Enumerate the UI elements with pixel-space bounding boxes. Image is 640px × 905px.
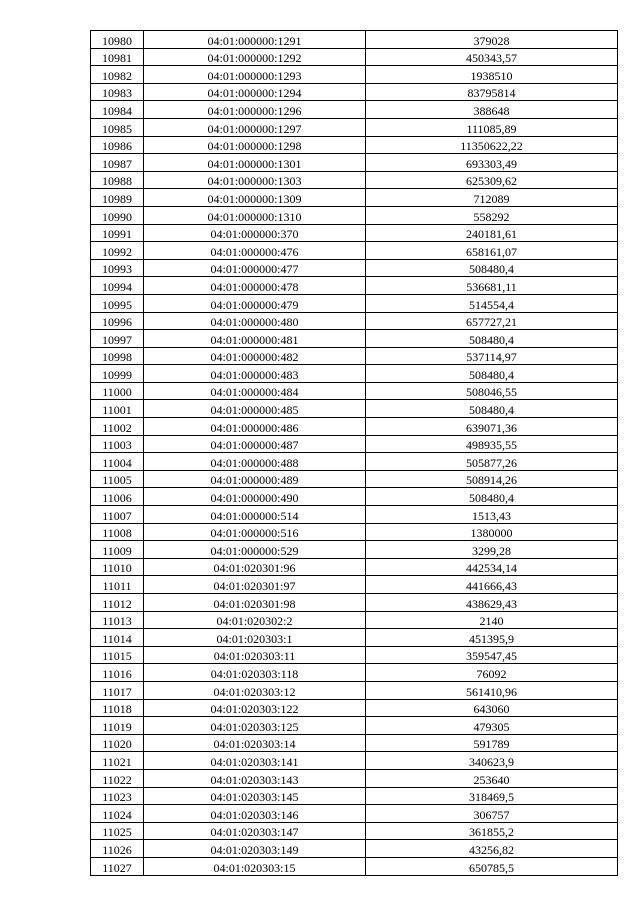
cadastral-value-cell: 438629,43 (366, 594, 618, 612)
cadastral-value-cell: 240181,61 (366, 224, 618, 242)
row-number-cell: 11001 (91, 400, 144, 418)
row-number-cell: 11000 (91, 382, 144, 400)
cadastral-number-cell: 04:01:020302:2 (144, 611, 366, 629)
table-row (91, 506, 618, 524)
table-row (91, 83, 618, 101)
cadastral-value-cell: 508480,4 (366, 400, 618, 418)
cadastral-number-cell: 04:01:020303:1 (144, 629, 366, 647)
table-row (91, 523, 618, 541)
cadastral-number-cell: 04:01:000000:1303 (144, 171, 366, 189)
table-row (91, 136, 618, 154)
table-row (91, 558, 618, 576)
cadastral-number-cell: 04:01:000000:514 (144, 506, 366, 524)
cadastral-value-cell: 2140 (366, 611, 618, 629)
table-row (91, 101, 618, 119)
cadastral-value-cell: 318469,5 (366, 787, 618, 805)
row-number-cell: 11010 (91, 558, 144, 576)
cadastral-value-table (90, 30, 618, 876)
row-number-cell: 10997 (91, 330, 144, 348)
cadastral-number-cell: 04:01:020303:118 (144, 664, 366, 682)
cadastral-value-cell: 359547,45 (366, 646, 618, 664)
cadastral-number-cell: 04:01:000000:478 (144, 277, 366, 295)
cadastral-value-cell: 388648 (366, 101, 618, 119)
table-row (91, 118, 618, 136)
row-number-cell: 10990 (91, 206, 144, 224)
row-number-cell: 11005 (91, 470, 144, 488)
table-row (91, 259, 618, 277)
table-row (91, 31, 618, 49)
table-row (91, 312, 618, 330)
cadastral-number-cell: 04:01:020301:97 (144, 576, 366, 594)
table-row (91, 752, 618, 770)
cadastral-number-cell: 04:01:020301:96 (144, 558, 366, 576)
cadastral-value-cell: 558292 (366, 206, 618, 224)
cadastral-number-cell: 04:01:000000:1293 (144, 66, 366, 84)
table-row (91, 594, 618, 612)
cadastral-value-cell: 508046,55 (366, 382, 618, 400)
row-number-cell: 11023 (91, 787, 144, 805)
cadastral-number-cell: 04:01:000000:486 (144, 418, 366, 436)
row-number-cell: 10996 (91, 312, 144, 330)
cadastral-number-cell: 04:01:020303:146 (144, 805, 366, 823)
cadastral-value-cell: 508480,4 (366, 365, 618, 383)
table-row (91, 611, 618, 629)
cadastral-number-cell: 04:01:000000:1301 (144, 154, 366, 172)
cadastral-number-cell: 04:01:000000:485 (144, 400, 366, 418)
cadastral-value-cell: 450343,57 (366, 48, 618, 66)
row-number-cell: 11018 (91, 699, 144, 717)
cadastral-value-cell: 505877,26 (366, 453, 618, 471)
table-row (91, 717, 618, 735)
row-number-cell: 10991 (91, 224, 144, 242)
cadastral-number-cell: 04:01:020303:145 (144, 787, 366, 805)
cadastral-value-cell: 441666,43 (366, 576, 618, 594)
cadastral-value-cell: 451395,9 (366, 629, 618, 647)
cadastral-value-cell: 508914,26 (366, 470, 618, 488)
row-number-cell: 11014 (91, 629, 144, 647)
row-number-cell: 11012 (91, 594, 144, 612)
cadastral-value-cell: 253640 (366, 769, 618, 787)
table-row (91, 224, 618, 242)
cadastral-number-cell: 04:01:000000:489 (144, 470, 366, 488)
cadastral-value-cell: 479305 (366, 717, 618, 735)
table-row (91, 154, 618, 172)
row-number-cell: 11015 (91, 646, 144, 664)
cadastral-number-cell: 04:01:000000:483 (144, 365, 366, 383)
table-row (91, 66, 618, 84)
table-row (91, 787, 618, 805)
table-row (91, 171, 618, 189)
table-row (91, 418, 618, 436)
table-row (91, 189, 618, 207)
row-number-cell: 10989 (91, 189, 144, 207)
table-row (91, 629, 618, 647)
table-row (91, 330, 618, 348)
cadastral-number-cell: 04:01:020303:141 (144, 752, 366, 770)
cadastral-value-cell: 83795814 (366, 83, 618, 101)
cadastral-value-cell: 76092 (366, 664, 618, 682)
cadastral-value-cell: 498935,55 (366, 435, 618, 453)
table-row (91, 576, 618, 594)
cadastral-number-cell: 04:01:020303:122 (144, 699, 366, 717)
row-number-cell: 10992 (91, 242, 144, 260)
cadastral-number-cell: 04:01:020303:149 (144, 840, 366, 858)
row-number-cell: 11022 (91, 769, 144, 787)
cadastral-value-cell: 639071,36 (366, 418, 618, 436)
cadastral-number-cell: 04:01:020303:14 (144, 734, 366, 752)
cadastral-value-cell: 508480,4 (366, 488, 618, 506)
table-row (91, 488, 618, 506)
cadastral-number-cell: 04:01:000000:490 (144, 488, 366, 506)
row-number-cell: 11026 (91, 840, 144, 858)
cadastral-number-cell: 04:01:000000:1298 (144, 136, 366, 154)
row-number-cell: 11009 (91, 541, 144, 559)
cadastral-value-cell: 1380000 (366, 523, 618, 541)
cadastral-value-cell: 657727,21 (366, 312, 618, 330)
cadastral-value-cell: 1513,43 (366, 506, 618, 524)
cadastral-value-cell: 650785,5 (366, 857, 618, 875)
table-row (91, 242, 618, 260)
table-row (91, 734, 618, 752)
cadastral-number-cell: 04:01:000000:1296 (144, 101, 366, 119)
table-row (91, 206, 618, 224)
cadastral-value-cell: 111085,89 (366, 118, 618, 136)
cadastral-number-cell: 04:01:000000:1310 (144, 206, 366, 224)
table-row (91, 646, 618, 664)
cadastral-number-cell: 04:01:020303:11 (144, 646, 366, 664)
row-number-cell: 10981 (91, 48, 144, 66)
table-row (91, 382, 618, 400)
table-row (91, 347, 618, 365)
row-number-cell: 11006 (91, 488, 144, 506)
table-row (91, 840, 618, 858)
table-row (91, 805, 618, 823)
cadastral-number-cell: 04:01:020303:147 (144, 822, 366, 840)
cadastral-number-cell: 04:01:020303:12 (144, 681, 366, 699)
table-row (91, 453, 618, 471)
cadastral-number-cell: 04:01:000000:476 (144, 242, 366, 260)
cadastral-number-cell: 04:01:020303:125 (144, 717, 366, 735)
table-row (91, 365, 618, 383)
cadastral-number-cell: 04:01:000000:1291 (144, 31, 366, 49)
cadastral-value-cell: 361855,2 (366, 822, 618, 840)
cadastral-value-cell: 340623,9 (366, 752, 618, 770)
row-number-cell: 11016 (91, 664, 144, 682)
cadastral-number-cell: 04:01:000000:1297 (144, 118, 366, 136)
cadastral-value-cell: 658161,07 (366, 242, 618, 260)
table-row (91, 681, 618, 699)
row-number-cell: 10983 (91, 83, 144, 101)
row-number-cell: 11024 (91, 805, 144, 823)
cadastral-number-cell: 04:01:000000:1292 (144, 48, 366, 66)
cadastral-number-cell: 04:01:000000:481 (144, 330, 366, 348)
cadastral-value-cell: 514554,4 (366, 294, 618, 312)
row-number-cell: 11017 (91, 681, 144, 699)
table-row (91, 277, 618, 295)
cadastral-value-cell: 643060 (366, 699, 618, 717)
cadastral-number-cell: 04:01:020303:143 (144, 769, 366, 787)
row-number-cell: 11025 (91, 822, 144, 840)
cadastral-value-cell: 561410,96 (366, 681, 618, 699)
table-row (91, 822, 618, 840)
row-number-cell: 11027 (91, 857, 144, 875)
row-number-cell: 10999 (91, 365, 144, 383)
table-row (91, 541, 618, 559)
table-row (91, 435, 618, 453)
row-number-cell: 10993 (91, 259, 144, 277)
table-row (91, 470, 618, 488)
cadastral-number-cell: 04:01:000000:482 (144, 347, 366, 365)
row-number-cell: 11003 (91, 435, 144, 453)
table-row (91, 48, 618, 66)
cadastral-number-cell: 04:01:000000:487 (144, 435, 366, 453)
row-number-cell: 10980 (91, 31, 144, 49)
row-number-cell: 11004 (91, 453, 144, 471)
cadastral-number-cell: 04:01:000000:1294 (144, 83, 366, 101)
cadastral-value-cell: 712089 (366, 189, 618, 207)
cadastral-number-cell: 04:01:000000:479 (144, 294, 366, 312)
table-row (91, 294, 618, 312)
cadastral-value-cell: 508480,4 (366, 330, 618, 348)
row-number-cell: 10987 (91, 154, 144, 172)
cadastral-value-cell: 306757 (366, 805, 618, 823)
row-number-cell: 11021 (91, 752, 144, 770)
cadastral-number-cell: 04:01:000000:516 (144, 523, 366, 541)
cadastral-value-cell: 536681,11 (366, 277, 618, 295)
row-number-cell: 11007 (91, 506, 144, 524)
row-number-cell: 11011 (91, 576, 144, 594)
cadastral-number-cell: 04:01:000000:477 (144, 259, 366, 277)
cadastral-number-cell: 04:01:000000:529 (144, 541, 366, 559)
row-number-cell: 11002 (91, 418, 144, 436)
cadastral-number-cell: 04:01:000000:484 (144, 382, 366, 400)
row-number-cell: 11020 (91, 734, 144, 752)
cadastral-number-cell: 04:01:000000:370 (144, 224, 366, 242)
cadastral-value-cell: 442534,14 (366, 558, 618, 576)
cadastral-value-cell: 508480,4 (366, 259, 618, 277)
cadastral-number-cell: 04:01:000000:488 (144, 453, 366, 471)
table-row (91, 857, 618, 875)
row-number-cell: 10982 (91, 66, 144, 84)
row-number-cell: 10988 (91, 171, 144, 189)
cadastral-value-cell: 625309,62 (366, 171, 618, 189)
row-number-cell: 10984 (91, 101, 144, 119)
cadastral-value-cell: 1938510 (366, 66, 618, 84)
cadastral-value-cell: 537114,97 (366, 347, 618, 365)
table-row (91, 664, 618, 682)
cadastral-number-cell: 04:01:000000:1309 (144, 189, 366, 207)
cadastral-number-cell: 04:01:020301:98 (144, 594, 366, 612)
cadastral-number-cell: 04:01:020303:15 (144, 857, 366, 875)
row-number-cell: 10995 (91, 294, 144, 312)
cadastral-value-cell: 43256,82 (366, 840, 618, 858)
row-number-cell: 11008 (91, 523, 144, 541)
row-number-cell: 11019 (91, 717, 144, 735)
row-number-cell: 10986 (91, 136, 144, 154)
cadastral-value-cell: 3299,28 (366, 541, 618, 559)
row-number-cell: 10998 (91, 347, 144, 365)
cadastral-value-cell: 591789 (366, 734, 618, 752)
row-number-cell: 10994 (91, 277, 144, 295)
cadastral-value-cell: 11350622,22 (366, 136, 618, 154)
table-row (91, 699, 618, 717)
cadastral-number-cell: 04:01:000000:480 (144, 312, 366, 330)
cadastral-value-cell: 379028 (366, 31, 618, 49)
row-number-cell: 11013 (91, 611, 144, 629)
table-body (91, 31, 618, 876)
table-row (91, 769, 618, 787)
table-row (91, 400, 618, 418)
cadastral-value-cell: 693303,49 (366, 154, 618, 172)
row-number-cell: 10985 (91, 118, 144, 136)
